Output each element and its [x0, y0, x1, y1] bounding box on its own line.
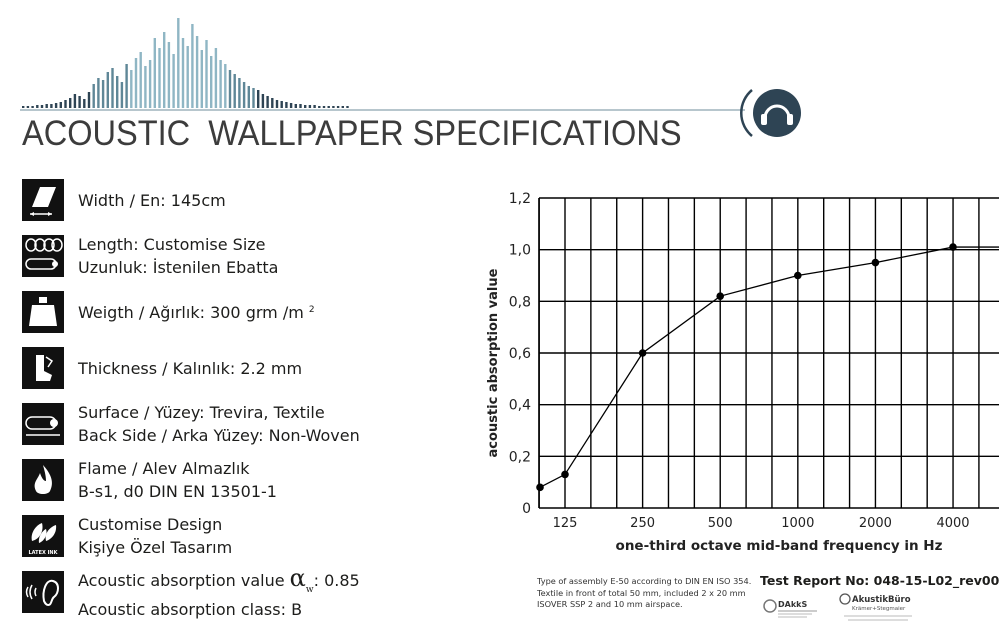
- alpha-char: α: [289, 564, 306, 592]
- data-point: [639, 349, 647, 357]
- wave-bar: [299, 104, 301, 108]
- x-tick-label: 125: [552, 516, 578, 531]
- spec-width-text: Width / En: 145cm: [78, 191, 226, 210]
- data-point: [949, 243, 957, 251]
- spec-surface-text: [78, 401, 360, 447]
- x-tick-label: 4000: [936, 516, 970, 531]
- headphone-badge: [753, 89, 801, 137]
- spec-design-text: [78, 513, 232, 559]
- data-point: [561, 471, 569, 479]
- spec-flame-line1: Flame / Alev Almazlık: [78, 459, 250, 478]
- svg-text:DAkkS: DAkkS: [778, 600, 808, 609]
- wave-bar: [191, 24, 193, 108]
- akustikburo-logo: [838, 590, 918, 624]
- x-axis-title: one-third octave mid-band frequency in Hz: [615, 538, 943, 554]
- alpha-subscript: w: [305, 584, 314, 595]
- wave-bar: [262, 94, 264, 108]
- wave-bar: [83, 99, 85, 108]
- wave-bar: [252, 88, 254, 108]
- wave-bar: [182, 38, 184, 108]
- wave-bar: [257, 90, 259, 108]
- wave-bar: [158, 48, 160, 108]
- alpha-symbol: [289, 564, 314, 595]
- length-roll-icon: [22, 235, 64, 277]
- wave-bar: [304, 105, 306, 108]
- sound-wave-graphic: [22, 18, 349, 108]
- latex-ink-icon: [22, 515, 64, 557]
- wave-bar: [107, 72, 109, 108]
- spec-weight-main: Weigth / Ağırlık: 300 grm /m: [78, 303, 304, 322]
- wave-bar: [346, 106, 348, 108]
- x-tick-label: 250: [630, 516, 656, 531]
- wave-bar: [215, 48, 217, 108]
- spec-absorption-text: [78, 564, 360, 621]
- wave-bar: [281, 101, 283, 108]
- wave-bar: [88, 92, 90, 108]
- wave-bar: [69, 98, 71, 108]
- wave-bar: [290, 103, 292, 108]
- headphone-ring: [741, 90, 752, 136]
- spec-length-line2: Uzunluk: İstenilen Ebatta: [78, 258, 279, 277]
- y-tick-label: 0,4: [508, 397, 531, 414]
- wave-bar: [102, 80, 104, 108]
- akustikburo-sub: Krämer+Stegmaier: [852, 606, 906, 612]
- wave-bar: [121, 82, 123, 108]
- wave-bar: [140, 52, 142, 108]
- data-point: [794, 272, 802, 280]
- wave-bar: [318, 106, 320, 108]
- y-tick-label: 0: [522, 501, 531, 517]
- wave-bar: [22, 106, 24, 108]
- wave-bar: [31, 106, 33, 108]
- test-report-number: Test Report No: 048-15-L02_rev00: [760, 573, 1000, 588]
- absorption-prefix: Acoustic absorption value: [78, 571, 290, 590]
- wave-bar: [266, 96, 268, 108]
- absorption-value: : 0.85: [313, 571, 360, 590]
- wave-bar: [234, 74, 236, 108]
- wave-bar: [64, 100, 66, 108]
- wave-bar: [27, 106, 29, 108]
- spec-surface-line2: Back Side / Arka Yüzey: Non-Woven: [78, 426, 360, 445]
- wave-bar: [149, 60, 151, 108]
- spec-thickness-text: Thickness / Kalınlık: 2.2 mm: [78, 359, 303, 378]
- wave-bar: [93, 84, 95, 108]
- wave-bar: [125, 64, 127, 108]
- spec-absorption-line1: [78, 564, 360, 602]
- y-tick-label: 0,2: [508, 449, 531, 466]
- wave-bar: [285, 102, 287, 108]
- absorption-chart: [485, 180, 1000, 560]
- spec-design-line2: Kişiye Özel Tasarım: [78, 538, 233, 557]
- wave-bar: [74, 94, 76, 108]
- flame-icon: [22, 459, 64, 501]
- wave-bar: [342, 106, 344, 108]
- wave-bar: [276, 100, 278, 108]
- y-tick-label: 0,6: [508, 346, 531, 362]
- wave-bar: [271, 98, 273, 108]
- wave-bar: [177, 18, 179, 108]
- absorption-curve: [540, 247, 999, 487]
- wave-bar: [196, 36, 198, 108]
- wave-bar: [144, 66, 146, 108]
- wave-bar: [323, 106, 325, 108]
- y-tick-label: 0,8: [508, 294, 531, 311]
- weight-icon: [22, 291, 64, 333]
- wave-bar: [163, 32, 165, 108]
- x-tick-label: 2000: [858, 516, 892, 531]
- spec-weight-text: [78, 301, 315, 324]
- wave-bar: [337, 106, 339, 108]
- ear-icon: [22, 571, 64, 613]
- surface-roll-icon: [22, 403, 64, 445]
- data-point: [872, 259, 880, 267]
- wave-bar: [224, 64, 226, 108]
- data-point: [536, 484, 544, 492]
- x-tick-label: 500: [707, 516, 733, 531]
- test-note: Type of assembly E-50 according to DIN EN ISO 354. Textile in front of total 50 mm, included 2 x 20 mm ISOVER SSP 2 and 10 mm airspace.: [537, 576, 752, 609]
- wave-bar: [313, 105, 315, 108]
- wave-bar: [78, 96, 80, 108]
- wave-bar: [36, 105, 38, 108]
- wave-bar: [328, 106, 330, 108]
- latex-ink-label: LATEX INK: [28, 550, 58, 556]
- y-axis-title: acoustic absorption value: [486, 268, 501, 458]
- spec-length-text: [78, 233, 278, 279]
- spec-flame-text: [78, 457, 277, 503]
- wave-bar: [130, 70, 132, 108]
- wave-bar: [168, 42, 170, 108]
- wave-bar: [111, 68, 113, 108]
- spec-absorption-line2: Acoustic absorption class: B: [78, 599, 303, 619]
- width-icon: [22, 179, 64, 221]
- wave-bar: [116, 76, 118, 108]
- spec-flame-line2: B-s1, d0 DIN EN 13501-1: [78, 482, 277, 501]
- spec-length-line1: Length: Customise Size: [78, 235, 266, 254]
- wave-bar: [205, 40, 207, 108]
- wave-bar: [332, 106, 334, 108]
- wave-bar: [55, 103, 57, 108]
- akustikburo-name: AkustikBüro: [852, 595, 911, 605]
- wave-bar: [154, 38, 156, 108]
- wave-bar: [60, 102, 62, 108]
- wave-bar: [46, 104, 48, 108]
- wave-bar: [309, 105, 311, 108]
- wave-bar: [135, 58, 137, 108]
- wave-bar: [229, 70, 231, 108]
- wave-bar: [219, 60, 221, 108]
- wave-bar: [187, 46, 189, 108]
- wave-bar: [243, 82, 245, 108]
- page-title: ACOUSTIC WALLPAPER SPECIFICATIONS: [22, 114, 682, 153]
- spec-weight-superscript: 2: [308, 305, 315, 315]
- x-tick-label: 1000: [781, 516, 815, 531]
- data-point: [716, 292, 724, 300]
- dakks-logo: [762, 592, 822, 622]
- wave-bar: [97, 78, 99, 108]
- wave-bar: [295, 104, 297, 108]
- wave-bar: [238, 78, 240, 108]
- wave-bar: [172, 54, 174, 108]
- y-tick-label: 1,2: [508, 191, 531, 207]
- y-tick-label: 1,0: [508, 242, 531, 259]
- thickness-icon: [22, 347, 64, 389]
- spec-surface-line1: Surface / Yüzey: Trevira, Textile: [78, 403, 325, 422]
- spec-design-line1: Customise Design: [78, 515, 223, 534]
- wave-bar: [248, 86, 250, 108]
- wave-bar: [210, 56, 212, 108]
- wave-bar: [201, 50, 203, 108]
- wave-bar: [41, 105, 43, 108]
- wave-bar: [50, 104, 52, 108]
